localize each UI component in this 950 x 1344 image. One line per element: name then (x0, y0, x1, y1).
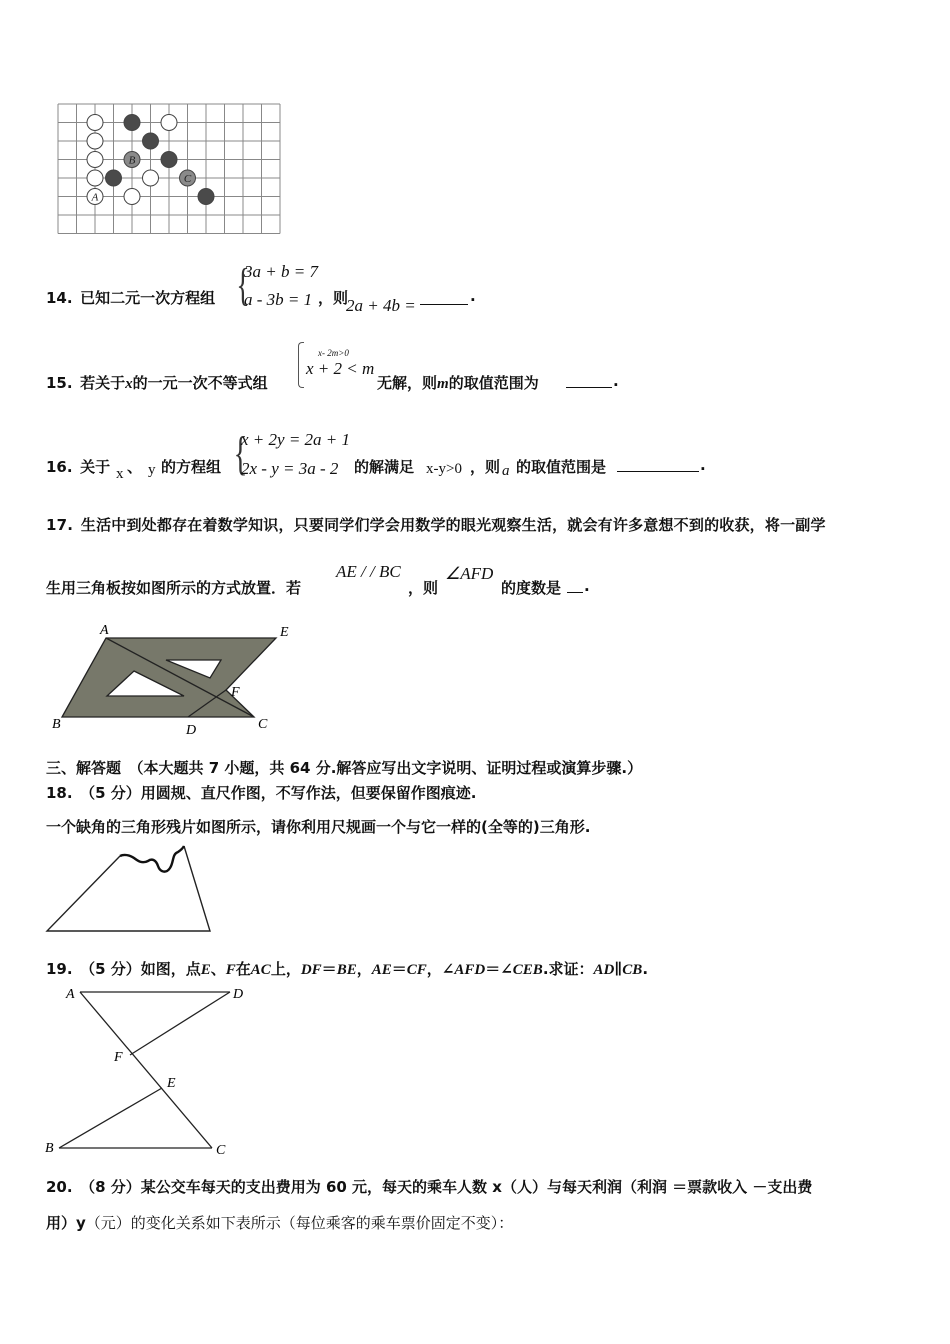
q20-line2-a: 用）y (46, 1214, 86, 1232)
q16-eq2: 2x - y = 3a - 2 (241, 459, 339, 478)
fig19-label-e: E (167, 1076, 176, 1091)
q19-df: DF (300, 962, 322, 978)
q16-suffix: . (700, 456, 706, 474)
q15-suffix: . (613, 372, 619, 390)
q17-suffix: . (584, 577, 590, 595)
q19-angle-ceb: ∠CEB (500, 962, 543, 978)
fig17-label-e: E (280, 625, 289, 640)
stone-label: A (91, 191, 99, 204)
q19-point-f: F (225, 962, 236, 978)
q17-angle: ∠AFD (445, 564, 494, 583)
q14-eq1: 3a + b = 7 (244, 262, 318, 281)
q19-segment-ac: AC (250, 962, 271, 978)
white-stone (87, 152, 103, 168)
white-stone (87, 133, 103, 149)
q16-after: 的解满足 (354, 458, 415, 476)
q16-sep: 、 (127, 458, 143, 476)
stone-label: B (128, 154, 136, 167)
go-board-figure (50, 96, 286, 238)
fig17-label-a: A (100, 623, 109, 638)
q15-prefix: 15. 若关于 (46, 374, 126, 392)
q19-ae: AE (371, 962, 392, 978)
q17-line1: 17. 生活中到处都存在着数学知识，只要同学们学会用数学的眼光观察生活，就会有许多意想不到的收获，将一副学 (46, 516, 826, 534)
question-19 (46, 958, 648, 979)
segment-be (59, 1088, 162, 1148)
question-16 (46, 456, 110, 477)
white-stone (87, 170, 103, 186)
q20-line2 (46, 1212, 513, 1233)
fig17-label-d: D (186, 723, 197, 738)
q15-answer-blank[interactable] (566, 373, 612, 388)
q14-brace: { (236, 259, 250, 310)
q19-figure (42, 984, 257, 1160)
question-14 (46, 287, 215, 308)
fig19-label-c: C (216, 1143, 226, 1158)
q15-ineq-main: x + 2 < m (306, 359, 375, 378)
q19-be: BE (336, 962, 357, 978)
q19-angle-afd: ∠AFD (441, 962, 486, 978)
torn-edge (120, 846, 184, 872)
q14-answer-blank[interactable] (420, 290, 468, 305)
q14-expr: 2a + 4b = (346, 296, 416, 315)
fig17-label-b: B (52, 717, 61, 732)
black-stone (198, 189, 214, 205)
q19-text-a: 19. （5 分）如图，点 (46, 960, 201, 978)
fig17-label-c: C (258, 717, 268, 732)
white-stone (143, 170, 159, 186)
q16-mid: 的方程组 (161, 458, 222, 476)
q19-eq3: ＝ (485, 960, 501, 978)
q16-tail: 的取值范围是 (516, 458, 607, 476)
q17-answer-blank[interactable] (567, 578, 583, 593)
fig19-label-a: A (66, 987, 75, 1002)
q15-after-text: 无解，则 (377, 374, 438, 392)
q18-line2: 一个缺角的三角形残片如图所示，请你利用尺规画一个与它一样的(全等的)三角形. (46, 818, 591, 836)
q14-middle (318, 287, 348, 308)
q19-point-e: E (200, 962, 211, 978)
q16-brace: { (233, 427, 248, 480)
q16-eq1: x + 2y = 2a + 1 (241, 430, 351, 449)
fig17-label-f: F (231, 685, 240, 700)
q15-var-x: x (125, 376, 133, 392)
black-stone (124, 115, 140, 131)
q20-line2-b: （元）的变化关系如下表所示（每位乘客的乘车票价固定不变）： (85, 1214, 514, 1232)
q19-text-b: 在 (235, 960, 251, 978)
q14-middle-text: ，则 (318, 289, 349, 307)
white-stone (161, 115, 177, 131)
q20-line1: 20. （8 分）某公交车每天的支出费用为 60 元，每天的乘车人数 x（人）与每天利润（利润 ＝票款收入 －支出费 (46, 1178, 813, 1196)
q14-eq2: a - 3b = 1 (244, 290, 313, 309)
q14-suffix: . (470, 287, 476, 305)
white-stone (87, 115, 103, 131)
set-square-shape (62, 638, 276, 717)
white-stone (124, 189, 140, 205)
black-stone (143, 133, 159, 149)
q17-triangle-figure (48, 620, 308, 742)
q19-eq2: ＝ (391, 960, 407, 978)
black-stone (161, 152, 177, 168)
q16-var-y: y (148, 462, 156, 478)
q16-var-x: x (116, 466, 124, 482)
q16-cond: x-y>0 (426, 461, 462, 477)
q15-brace (298, 342, 304, 388)
q19-goal: AD∥CB (593, 962, 643, 978)
segment-df (130, 992, 230, 1055)
q14-prefix: 14. 已知二元一次方程组 (46, 289, 216, 307)
q19-sep2: ， (356, 960, 372, 978)
q19-text-d: .求证： (542, 960, 594, 978)
q16-prefix: 16. 关于 (46, 458, 111, 476)
black-stone (106, 170, 122, 186)
fig19-label-f: F (114, 1050, 123, 1065)
q19-text-c: 上， (270, 960, 301, 978)
triangle-edges (47, 846, 210, 931)
fig19-label-d: D (233, 987, 244, 1002)
q16-answer-blank[interactable] (617, 457, 699, 472)
q19-suffix: . (642, 960, 649, 978)
q19-cf: CF (406, 962, 427, 978)
q16-var-a: a (502, 463, 510, 479)
question-15 (46, 372, 268, 393)
q15-mid: 的一元一次不等式组 (132, 374, 268, 392)
q17-cond: AE / / BC (336, 562, 401, 581)
q19-eq1: ＝ (321, 960, 337, 978)
stone-label: C (183, 173, 192, 185)
q18-line1: 18. （5 分）用圆规、直尺作图，不写作法，但要保留作图痕迹. (46, 784, 477, 802)
q19-sep1: 、 (210, 960, 226, 978)
q17-line2-c: 的度数是 (501, 579, 562, 597)
q15-ineq-small: x- 2m>0 (318, 348, 349, 358)
q16-comma: ，则 (470, 458, 501, 476)
q15-tail: 的取值范围为 (448, 374, 539, 392)
q17-line2-a: 生用三角板按如图所示的方式放置．若 (46, 579, 302, 597)
q15-var-m: m (437, 376, 449, 392)
q18-broken-triangle-figure (44, 842, 216, 936)
q19-sep3: ， (426, 960, 442, 978)
section-3-title: 三、解答题 （本大题共 7 小题，共 64 分.解答应写出文字说明、证明过程或演算步骤.） (46, 759, 643, 777)
q15-after (377, 372, 539, 393)
q17-line2-b: ，则 (408, 579, 439, 597)
fig19-label-b: B (45, 1141, 54, 1156)
